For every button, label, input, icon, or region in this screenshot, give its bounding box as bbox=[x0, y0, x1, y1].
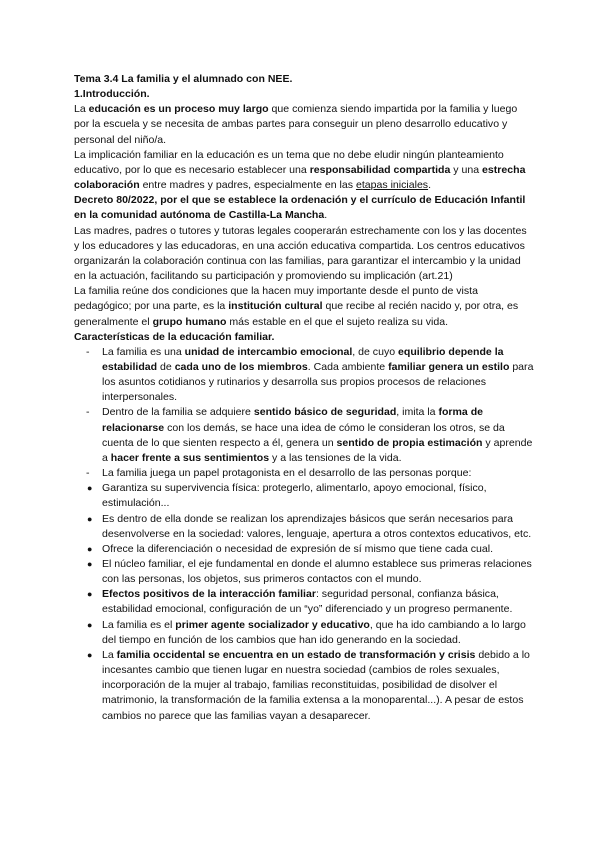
text-run: más estable en el que el sujeto realiza su vida. bbox=[226, 315, 449, 328]
text-run: Las madres, padres o tutores y tutoras legales cooperarán estrechamente con los y las docentes y los educadores y las educadoras, en una acción educativa compartida. Los centros educativos organizarán la colaboración continua con las familias, para garantizar el intercambio y la unidad en la actuación, facilitando su participación y promoviendo su implicación (art.21) bbox=[74, 224, 527, 283]
bullet-list-item bbox=[74, 648, 534, 724]
underlined-text: etapas iniciales bbox=[355, 179, 429, 192]
text-run: La implicación familiar en la educación es un tema que no debe eludir ningún planteamiento educativo, por lo que es necesario establecer una bbox=[74, 148, 504, 176]
dash-marker: - bbox=[86, 406, 90, 419]
section-heading: 1.Introducción. bbox=[74, 88, 150, 101]
bold-text: estrecha colaboración bbox=[74, 163, 526, 192]
bold-text: Decreto 80/2022, por el que se establece la ordenación y el currículo de Educación Infantil en la comunidad autónoma de Castilla-La Mancha bbox=[74, 194, 526, 222]
text-run: El núcleo familiar, el eje fundamental en donde el alumno establece sus primeras relaciones con las personas, los objetos, sus primeros contactos con el mundo. bbox=[102, 558, 532, 586]
bold-text: forma de relacionarse bbox=[102, 406, 484, 434]
text-run: . bbox=[428, 179, 432, 192]
bullet-marker: ● bbox=[87, 619, 93, 630]
bold-text: Efectos positivos de la interacción familiar bbox=[102, 588, 316, 601]
bold-text: educación es un proceso muy largo bbox=[88, 103, 269, 116]
text-run: Dentro de la familia se adquiere bbox=[102, 406, 254, 419]
bold-text: sentido de propia estimación bbox=[336, 436, 483, 449]
text-run: debido a lo incesantes cambio que tienen lugar en nuestra sociedad (cambios de roles sexuales, incorporación de la mujer al trabajo, familias reconstituidas, posibilidad de disolver el matrimonio, la transformación de la familia extensa a la monoparental...). A pesar de estos cambios no parece que las familias vayan a desaparecer. bbox=[102, 648, 530, 722]
bullet-list-item bbox=[74, 481, 534, 511]
text-run: La familia reúne dos condiciones que la hacen muy importante desde el punto de vista pedagógico; por una parte, es la bbox=[74, 285, 478, 313]
text-run: La familia es una bbox=[102, 345, 185, 358]
dash-list bbox=[74, 345, 534, 481]
bullet-list bbox=[74, 481, 534, 724]
paragraph-education bbox=[74, 102, 534, 147]
text-run: La familia es el bbox=[102, 618, 176, 631]
bullet-marker: ● bbox=[87, 513, 93, 524]
bold-text: grupo humano bbox=[152, 315, 227, 328]
bold-text: familiar genera un estilo bbox=[388, 360, 510, 373]
text-run: La familia juega un papel protagonista en el desarrollo de las personas porque: bbox=[102, 467, 472, 480]
bullet-list-item bbox=[74, 542, 534, 557]
text-run: . bbox=[324, 209, 328, 222]
bullet-list-item bbox=[74, 618, 534, 648]
bullet-marker: ● bbox=[87, 559, 93, 569]
text-run: que recibe al recién nacido y, por otra, es generalmente el bbox=[74, 300, 519, 328]
paragraph-family-conditions bbox=[74, 284, 534, 329]
bullet-marker: ● bbox=[87, 589, 93, 600]
bullet-list-item bbox=[74, 587, 534, 617]
text-run: para los asuntos cotidianos y rutinarios y desarrolla sus propios procesos de relaciones interpersonales. bbox=[102, 360, 534, 404]
bullet-marker: ● bbox=[87, 649, 93, 660]
subheading-characteristics: Características de la educación familiar. bbox=[74, 330, 275, 343]
dash-marker: - bbox=[86, 345, 90, 358]
text-run: entre madres y padres, especialmente en las bbox=[139, 179, 356, 192]
dash-list-item bbox=[74, 345, 534, 406]
bold-text: responsabilidad compartida bbox=[309, 163, 451, 176]
text-run: , de cuyo bbox=[352, 345, 399, 358]
text-run: Es dentro de ella donde se realizan los aprendizajes básicos que serán necesarios para desenvolverse en la sociedad: valores, lenguaje, apertura a otros contextos educativos, etc. bbox=[102, 512, 532, 540]
bold-text: institución cultural bbox=[228, 300, 323, 313]
text-run: . Cada ambiente bbox=[307, 360, 389, 373]
text-run: La bbox=[102, 648, 117, 661]
text-run: : seguridad personal, confianza básica, estabilidad emocional, configuración de un “yo” diferenciado y un progreso permanente. bbox=[102, 588, 513, 616]
bullet-marker: ● bbox=[87, 543, 93, 554]
dash-marker: - bbox=[86, 467, 90, 480]
paragraph-cooperation bbox=[74, 224, 534, 285]
paragraph-family-involvement bbox=[74, 148, 534, 193]
bold-text: hacer frente a sus sentimientos bbox=[110, 451, 270, 464]
text-run: , que ha ido cambiando a lo largo del tiempo en función de los cambios que han ido generando en la sociedad. bbox=[102, 618, 526, 646]
bullet-list-item bbox=[74, 512, 534, 542]
bold-text: primer agente socializador y educativo bbox=[175, 618, 370, 631]
document-title: Tema 3.4 La familia y el alumnado con NEE. bbox=[74, 73, 293, 85]
text-run: con los demás, se hace una idea de cómo le consideran los otros, se da cuenta de lo que sienten respecto a él, genera un bbox=[102, 421, 505, 449]
text-run: y aprende a bbox=[102, 436, 533, 464]
text-run: Ofrece la diferenciación o necesidad de expresión de sí mismo que tiene cada cual. bbox=[102, 542, 494, 555]
bold-text: familia occidental se encuentra en un estado de transformación y crisis bbox=[116, 648, 476, 661]
bold-text: cada uno de los miembros bbox=[174, 360, 308, 373]
dash-list-item bbox=[74, 466, 534, 481]
text-run: y una bbox=[450, 163, 483, 176]
paragraph-decree bbox=[74, 193, 534, 223]
document-body bbox=[74, 72, 534, 724]
bullet-marker: ● bbox=[87, 483, 93, 494]
text-run: La bbox=[74, 103, 89, 116]
text-run: Garantiza su supervivencia física: protegerlo, alimentarlo, apoyo emocional, físico, estimulación... bbox=[102, 482, 487, 510]
bold-text: unidad de intercambio emocional bbox=[184, 345, 353, 358]
bold-text: equilibrio depende la estabilidad bbox=[102, 345, 504, 373]
bullet-list-item bbox=[74, 557, 534, 587]
text-run: y a las tensiones de la vida. bbox=[269, 451, 402, 464]
text-run: que comienza siendo impartida por la familia y luego por la escuela y se necesita de ambas partes para conseguir un pleno desarrollo educativo y personal del niño/a. bbox=[74, 103, 518, 146]
text-run: de bbox=[157, 360, 175, 373]
text-run: , imita la bbox=[396, 406, 439, 419]
bold-text: sentido básico de seguridad bbox=[253, 406, 397, 419]
dash-list-item bbox=[74, 405, 534, 466]
